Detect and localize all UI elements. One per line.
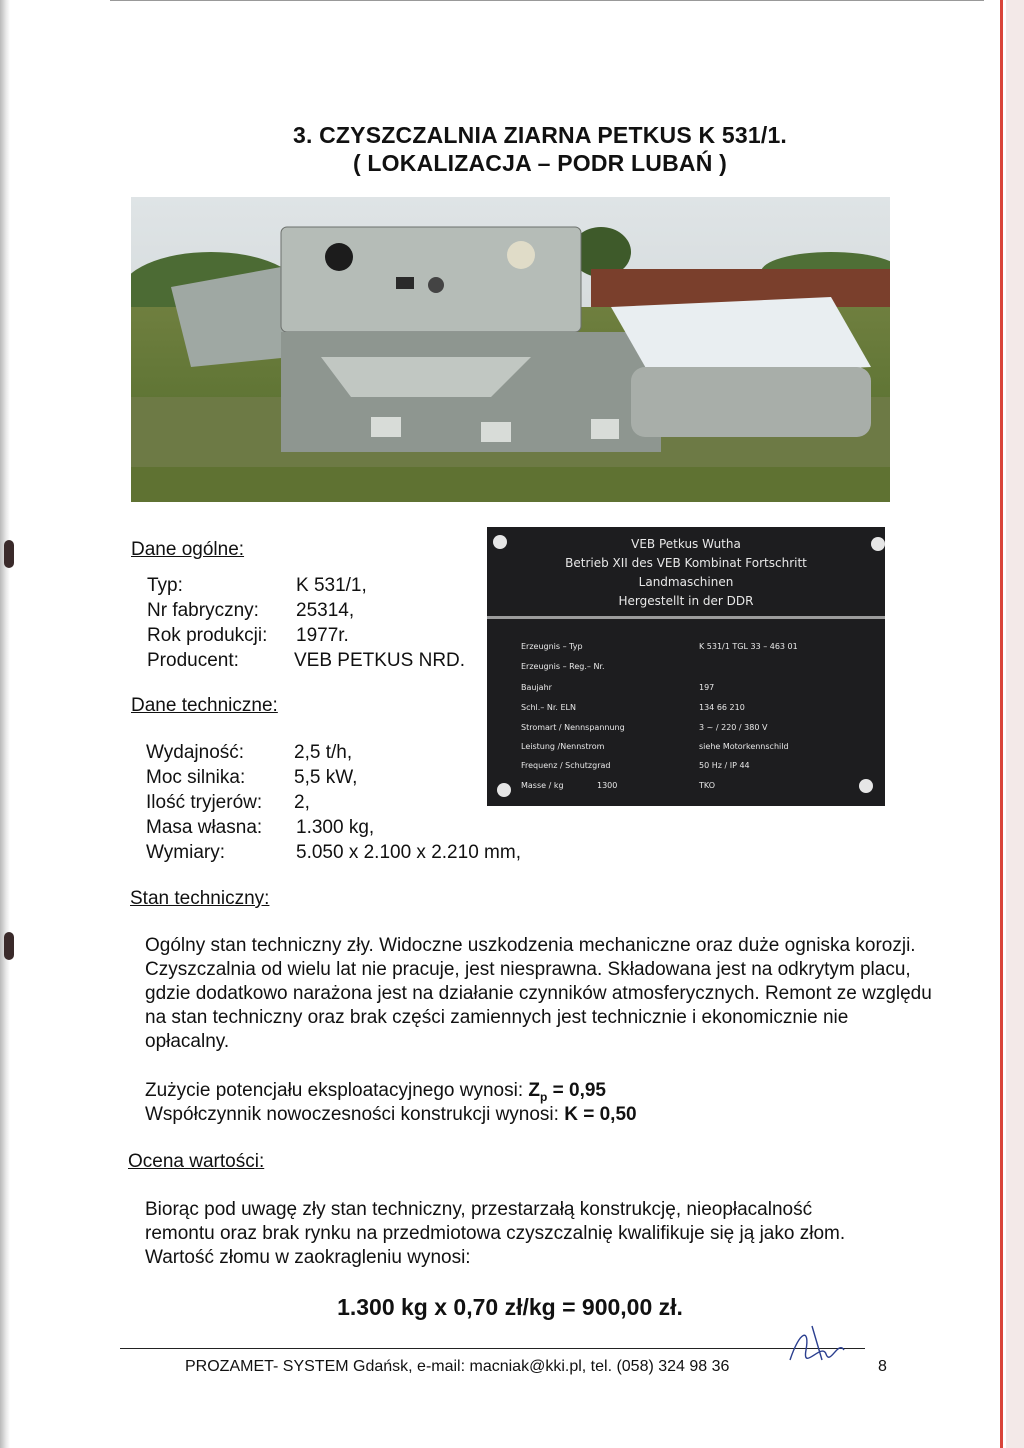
field-value-producer: VEB PETKUS NRD. xyxy=(294,650,466,671)
field-label-serial: Nr fabryczny: xyxy=(147,600,259,621)
field-value-trieurs: 2, xyxy=(294,792,310,813)
scan-top-line xyxy=(110,0,984,1)
grain-cleaner-illustration xyxy=(131,197,890,502)
nameplate-row-label: Erzeugnis – Typ xyxy=(521,642,583,651)
section-heading-general: Dane ogólne: xyxy=(131,539,245,560)
modernity-label: Współczynnik nowoczesności konstrukcji wynosi: xyxy=(145,1104,565,1125)
field-value-type: K 531/1, xyxy=(296,575,367,596)
modernity-value: K = 0,50 xyxy=(564,1104,637,1125)
field-value-power: 5,5 kW, xyxy=(294,767,358,788)
nameplate-header-line: VEB Petkus Wutha xyxy=(631,537,741,551)
rivet-icon xyxy=(493,535,507,549)
valuation-result: 1.300 kg x 0,70 zł/kg = 900,00 zł. xyxy=(337,1294,683,1320)
field-label-year: Rok produkcji: xyxy=(147,625,268,646)
binder-edge xyxy=(0,0,10,1448)
field-value-capacity: 2,5 t/h, xyxy=(294,742,353,763)
wear-value: = 0,95 xyxy=(547,1080,606,1101)
punch-hole xyxy=(4,540,14,568)
field-label-trieurs: Ilość tryjerów: xyxy=(146,792,263,813)
nameplate-row-value: siehe Motorkennschild xyxy=(699,742,789,751)
field-value-mass: 1.300 kg, xyxy=(296,817,375,838)
nameplate-mass-value: 1300 xyxy=(597,781,618,790)
nameplate-header-line: Hergestellt in der DDR xyxy=(618,594,754,608)
field-label-type: Typ: xyxy=(147,575,183,596)
rivet-icon xyxy=(859,779,873,793)
nameplate-row-label: Stromart / Nennspannung xyxy=(521,723,625,732)
nameplate-row-value: 50 Hz / IP 44 xyxy=(699,761,750,770)
field-label-dimensions: Wymiary: xyxy=(146,842,225,863)
footer-contact: PROZAMET- SYSTEM Gdańsk, e-mail: macniak@kki.pl, tel. (058) 324 98 36 xyxy=(185,1358,730,1375)
nameplate-row-value: K 531/1 TGL 33 – 463 01 xyxy=(699,642,798,651)
condition-paragraph: Ogólny stan techniczny zły. Widoczne uszkodzenia mechaniczne oraz duże ogniska korozji. Czyszczalnia od wielu lat nie pracuje, jest niesprawna. Składowana jest na odkrytym placu, gdzie dodatkowo narażona jest na działanie czynników atmosferycznych. Remont ze względu na stan techniczny oraz brak części zamiennych jest technicznie i ekonomicznie nie opłacalny. xyxy=(145,935,932,1052)
nameplate-row-label: Baujahr xyxy=(521,683,552,692)
field-value-serial: 25314, xyxy=(296,600,355,621)
field-label-producer: Producent: xyxy=(147,650,239,671)
field-label-capacity: Wydajność: xyxy=(146,742,245,763)
rivet-icon xyxy=(497,783,511,797)
footer-divider xyxy=(120,1348,865,1349)
field-value-dimensions: 5.050 x 2.100 x 2.210 mm, xyxy=(296,842,521,863)
nameplate-header xyxy=(487,527,885,619)
machine-photo xyxy=(131,197,890,502)
field-label-mass: Masa własna: xyxy=(146,817,263,838)
wear-subscript: p xyxy=(540,1089,548,1104)
modernity-line xyxy=(145,1103,935,1127)
nameplate-row-value: TKO xyxy=(699,781,715,790)
punch-hole xyxy=(4,932,14,960)
nameplate-row-label: Leistung /Nennstrom xyxy=(521,742,605,751)
page-edge-shadow xyxy=(1006,0,1024,1448)
nameplate-row-label: Frequenz / Schutzgrad xyxy=(521,761,611,770)
wear-label: Zużycie potencjału eksploatacyjnego wynosi: xyxy=(145,1080,529,1101)
nameplate-row-label: Erzeugnis – Reg.– Nr. xyxy=(521,662,605,671)
page-title: 3. CZYSZCZALNIA ZIARNA PETKUS K 531/1. xyxy=(292,122,788,148)
signature-icon xyxy=(782,1320,852,1370)
nameplate-photo xyxy=(487,527,885,806)
section-heading-condition: Stan techniczny: xyxy=(130,888,270,909)
nameplate-row-value: 134 66 210 xyxy=(699,703,745,712)
wear-symbol: Z xyxy=(528,1080,540,1101)
page-red-edge xyxy=(1000,0,1003,1448)
page-subtitle-location: ( LOKALIZACJA – PODR LUBAŃ ) xyxy=(352,150,727,176)
nameplate-header-line: Landmaschinen xyxy=(638,575,734,589)
field-label-power: Moc silnika: xyxy=(146,767,246,788)
nameplate-row-value: 3 ~ / 220 / 380 V xyxy=(699,723,768,732)
section-heading-valuation: Ocena wartości: xyxy=(128,1151,265,1172)
valuation-paragraph: Biorąc pod uwagę zły stan techniczny, przestarzałą konstrukcję, nieopłacalność remontu oraz brak rynku na przedmiotowa czyszczalnię kwalifikuje się ją jako złom. Wartość złomu w zaokragleniu wynosi: xyxy=(145,1199,846,1268)
section-heading-technical: Dane techniczne: xyxy=(131,695,278,716)
field-value-year: 1977r. xyxy=(296,625,349,646)
nameplate-row-label: Masse / kg xyxy=(521,781,564,790)
page-number: 8 xyxy=(878,1358,887,1375)
nameplate-row-label: Schl.– Nr. ELN xyxy=(521,703,576,712)
nameplate-row-value: 197 xyxy=(699,683,715,692)
rivet-icon xyxy=(871,537,885,551)
nameplate-header-line: Betrieb XII des VEB Kombinat Fortschritt xyxy=(565,556,807,570)
